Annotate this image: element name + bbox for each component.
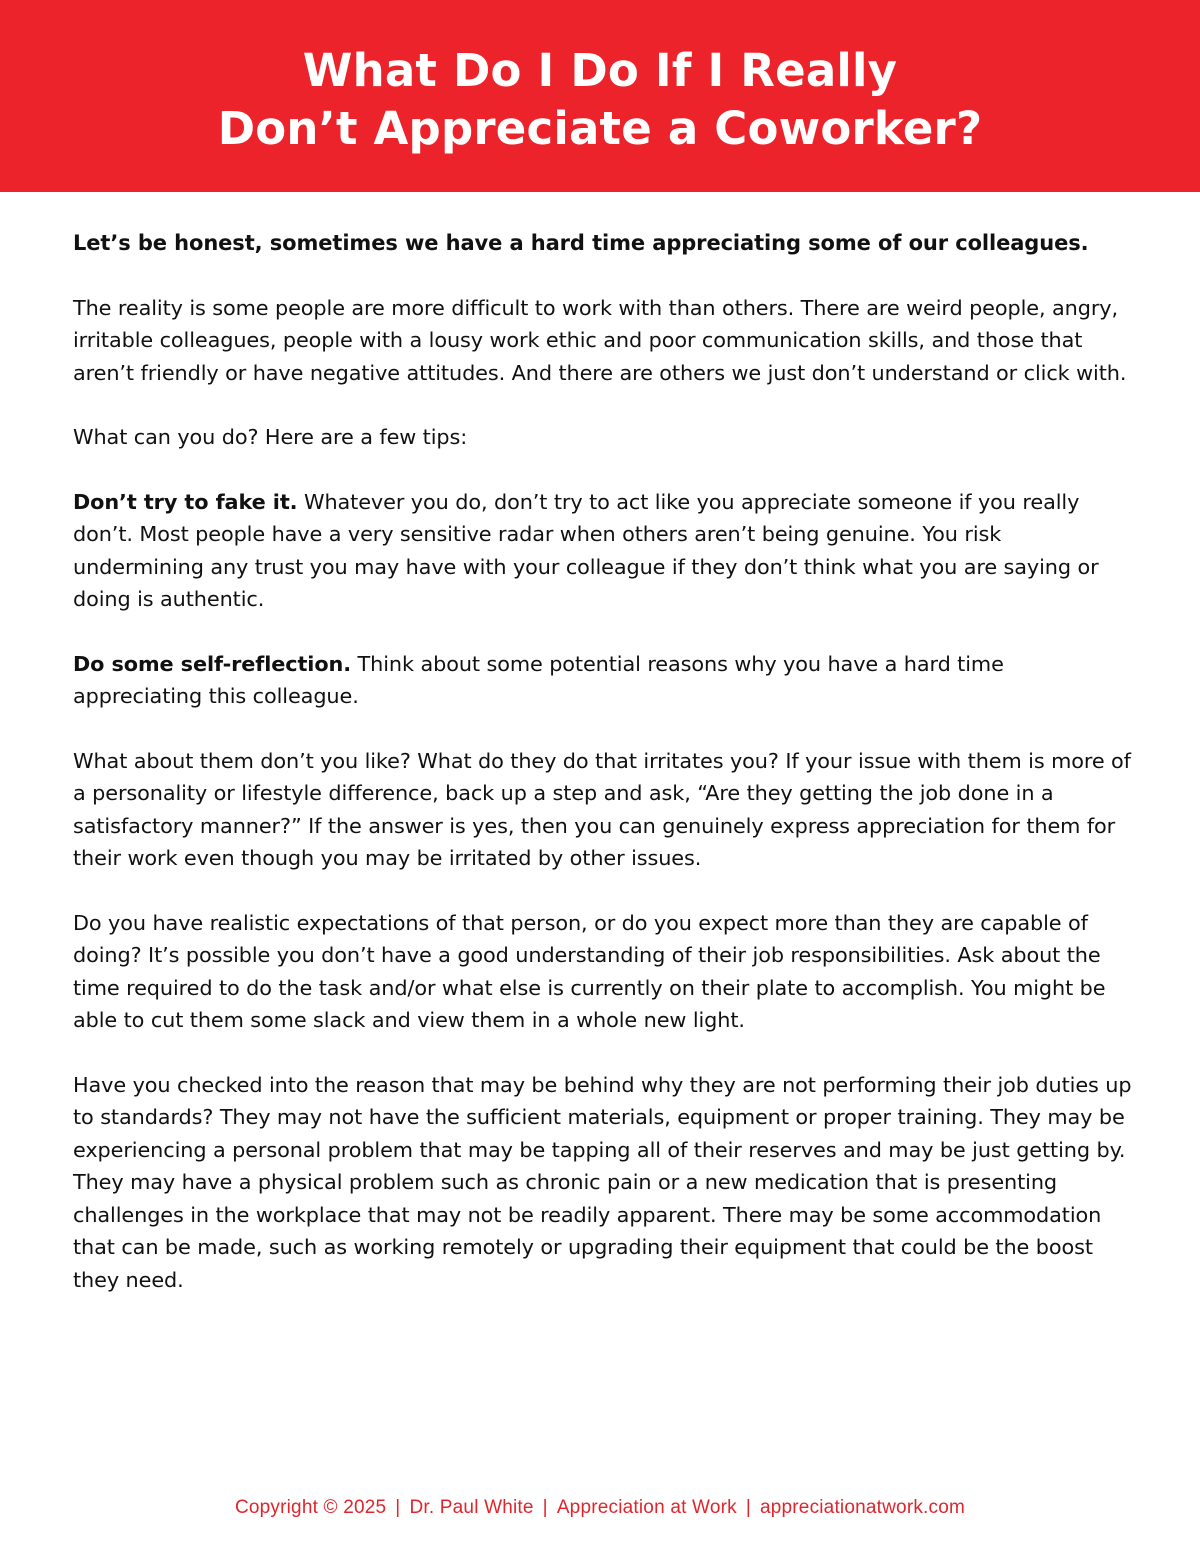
paragraph-expectations: Do you have realistic expectations of that person, or do you expect more than they are capable of doing? It’s possible you don’t have a good understanding of their job responsibilities. Ask about the time required to do the task and/or what else is currently on their plate to accomplish. You might be able to cut them some slack and view them in a whole new light. [73, 910, 1106, 1032]
paragraph-reality: The reality is some people are more difficult to work with than others. There are weird people, angry, irritable colleagues, people with a lousy work ethic and poor communication skills, and those that aren’t friendly or have negative attitudes. And there are others we just don’t understand or click with. [73, 295, 1127, 385]
tip-dont-fake-it-body: Whatever you do, don’t try to act like you appreciate someone if you really don’t. Most people have a very sensitive radar when others aren’t being genuine. You risk undermining any trust you may have with your colleague if they don’t think what you are saying or doing is authentic. [73, 489, 1099, 611]
footer [0, 1494, 1200, 1522]
paragraph-what-about-them: What about them don’t you like? What do they do that irritates you? If your issue with them is more of a personality or lifestyle difference, back up a step and ask, “Are they getting the job done in a satisfactory manner?” If the answer is yes, then you can genuinely express appreciation for them for their work even though you may be irritated by other issues. [73, 748, 1131, 870]
tip-self-reflection [73, 648, 1133, 713]
paragraph-reasons: Have you checked into the reason that may be behind why they are not performing their job duties up to standards? They may not have the sufficient materials, equipment or proper training. They may be experiencing a personal problem that may be tapping all of their reserves and may be just getting by. They may have a physical problem such as chronic pain or a new medication that is presenting challenges in the workplace that may not be readily apparent. There may be some accommodation that can be made, such as working remotely or upgrading their equipment that could be the boost they need. [73, 1072, 1132, 1292]
tip-self-reflection-heading: Do some self-reflection. [73, 651, 352, 676]
tip-dont-fake-it [73, 486, 1133, 616]
footer-separator: | [542, 1497, 548, 1518]
footer-copyright: Copyright © 2025 [234, 1497, 387, 1518]
footer-separator: | [395, 1497, 401, 1518]
page-title-line-1: What Do I Do If I Really [302, 44, 898, 97]
footer-website-link[interactable]: appreciationatwork.com [759, 1497, 966, 1518]
footer-brand: Appreciation at Work [556, 1497, 737, 1518]
paragraph-tips-lead: What can you do? Here are a few tips: [73, 425, 468, 449]
page-title [0, 42, 1200, 158]
tip-dont-fake-it-heading: Don’t try to fake it. [73, 489, 298, 514]
tip-self-reflection-body: Think about some potential reasons why you have a hard time appreciating this colleague. [73, 651, 1004, 708]
footer-author: Dr. Paul White [409, 1497, 534, 1518]
article-body [73, 227, 1133, 1328]
footer-separator: | [745, 1497, 751, 1518]
page-title-line-2: Don’t Appreciate a Coworker? [217, 102, 983, 155]
intro-paragraph: Let’s be honest, sometimes we have a hard time appreciating some of our colleagues. [73, 231, 1089, 255]
